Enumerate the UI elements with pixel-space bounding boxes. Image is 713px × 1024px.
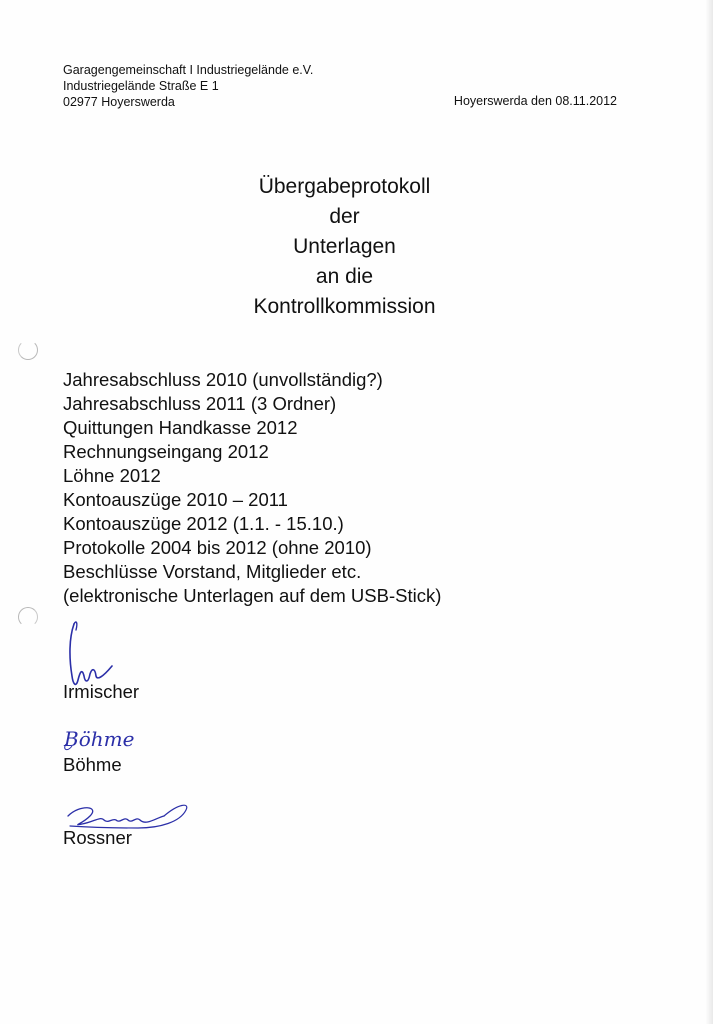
title-line-2: der xyxy=(329,205,360,228)
signer-name-irmischer: Irmischer xyxy=(63,681,140,702)
page-edge-shadow xyxy=(705,0,713,1024)
signature-boehme xyxy=(60,720,160,756)
list-item: Jahresabschluss 2011 (3 Ordner) xyxy=(63,393,337,414)
sender-line-2: Industriegelände Straße E 1 xyxy=(63,79,219,93)
list-item: Beschlüsse Vorstand, Mitglieder etc. xyxy=(63,561,362,582)
signer-name-rossner: Rossner xyxy=(63,827,132,848)
list-item: Kontoauszüge 2010 – 2011 xyxy=(63,489,288,510)
title-line-1: Übergabeprotokoll xyxy=(258,175,431,198)
title-line-4: an die xyxy=(315,265,374,288)
title-line-3: Unterlagen xyxy=(293,235,396,258)
sender-address xyxy=(63,62,313,110)
document-list xyxy=(63,368,441,608)
punch-hole-mark xyxy=(18,607,38,627)
list-item: Quittungen Handkasse 2012 xyxy=(63,417,298,438)
sender-line-1: Garagengemeinschaft I Industriegelände e.V. xyxy=(63,63,314,77)
list-item: Jahresabschluss 2010 (unvollständig?) xyxy=(63,369,383,390)
document-title xyxy=(0,172,713,322)
list-item: Kontoauszüge 2012 (1.1. - 15.10.) xyxy=(63,513,344,534)
title-line-5: Kontrollkommission xyxy=(253,295,436,318)
sender-line-3: 02977 Hoyerswerda xyxy=(63,95,175,109)
list-item: Protokolle 2004 bis 2012 (ohne 2010) xyxy=(63,537,372,558)
signature-boehme-text: Böhme xyxy=(64,727,135,751)
list-item: Löhne 2012 xyxy=(63,465,161,486)
signer-name-boehme: Böhme xyxy=(63,754,122,775)
document-date: Hoyerswerda den 08.11.2012 xyxy=(453,94,617,108)
punch-hole-mark xyxy=(18,340,38,360)
list-item: (elektronische Unterlagen auf dem USB-Stick) xyxy=(63,585,442,606)
list-item: Rechnungseingang 2012 xyxy=(63,441,269,462)
